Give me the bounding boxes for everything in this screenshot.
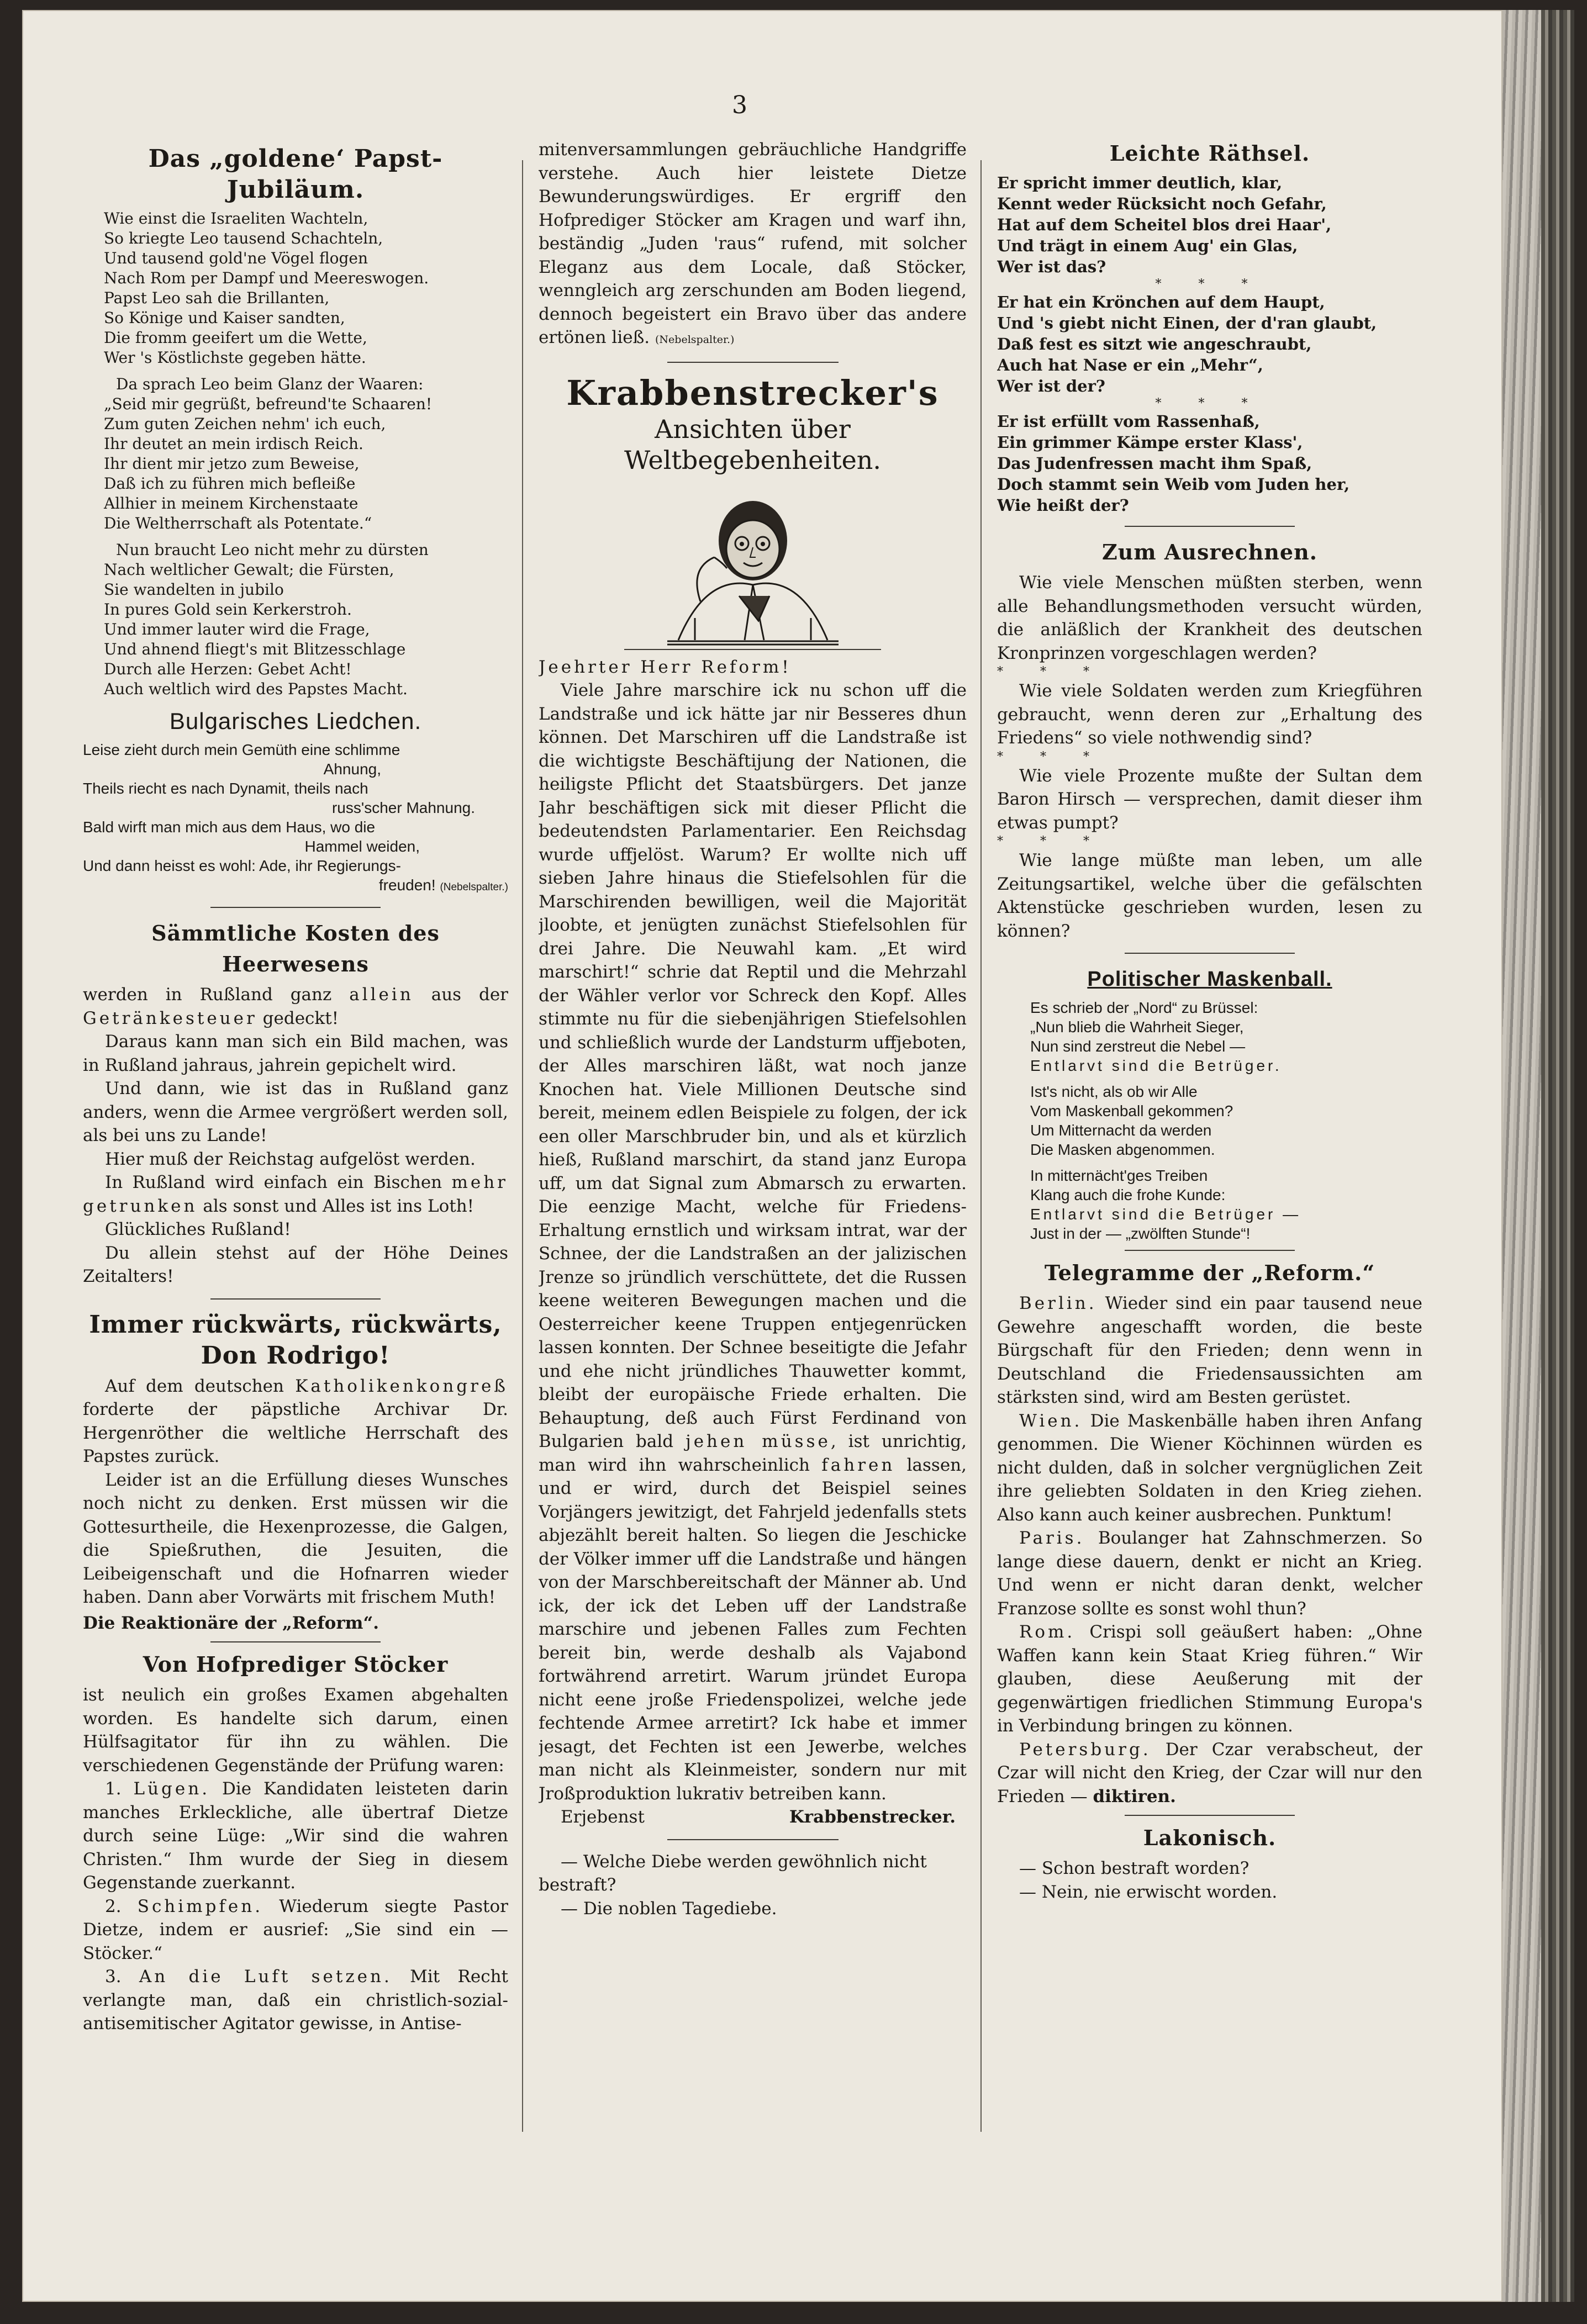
verse-line: Zum guten Zeichen nehm' ich euch, xyxy=(104,415,386,433)
text: diktiren. xyxy=(1093,1786,1176,1807)
separator xyxy=(1125,1815,1295,1816)
verse-line: Die Masken abgenommen. xyxy=(1030,1141,1215,1158)
paragraph: ist neulich ein großes Examen abgehalten worden. Es handelte sich darum, einen Hülfsagitator für ihn zu wählen. Die verschiedenen Gegenstände der Prüfung waren: xyxy=(83,1685,508,1776)
verse-line: Nach Rom per Dampf und Meereswogen. xyxy=(104,269,429,287)
text: Mit Recht verlangte man, daß ein christlich-sozial-antisemitischer Agitator gewisse, in Antise- xyxy=(83,1967,508,2034)
text: Die Maskenbälle haben ihren Anfang genommen. Die Wiener Köchinnen würden es nicht dulden, daß in solcher vergnüglichen Zeit ihre geliebten Soldaten in den Krieg ziehen. Also kann auch keiner ausbrechen. Punktum! xyxy=(997,1411,1422,1525)
lakonisch-title: Lakonisch. xyxy=(1143,1825,1277,1850)
verse-stanza xyxy=(1030,1082,1422,1159)
verse-line: Und dann heisst es wohl: Ade, ihr Regierungs- xyxy=(83,857,401,874)
papst-stanza xyxy=(83,209,508,368)
column-left xyxy=(83,138,508,2137)
text: Wieder sind ein paar tausend neue Gewehre angeschafft worden, die beste Bürgschaft für den Frieden; denn wenn in Deutschland die Friedensaussichten am stärksten sind, wird am Besten gerüstet. xyxy=(997,1293,1422,1407)
masken-verse xyxy=(997,998,1422,1243)
paragraph: Wie viele Menschen müßten sterben, wenn alle Behandlungsmethoden versucht würden, die anläßlich der Krankheit des deutschen Kronprinzen vorgeschlagen werden? xyxy=(997,573,1422,663)
text: Auf dem deutschen xyxy=(105,1376,284,1396)
verse-line: Die Weltherrschaft als Potentate.“ xyxy=(104,514,372,532)
closing: Erjebenst xyxy=(561,1807,645,1827)
riddle-line: Hat auf dem Scheitel blos drei Haar', xyxy=(997,215,1332,234)
verse-line: Und tausend gold'ne Vögel flogen xyxy=(104,249,368,267)
signature: Krabbenstrecker. xyxy=(789,1807,956,1827)
column-rule xyxy=(980,160,982,2132)
verse-line: In pures Gold sein Kerkerstroh. xyxy=(104,600,352,619)
riddle-line: Und trägt in einem Aug' ein Glas, xyxy=(997,236,1298,255)
text: lassen, und er wird, durch det Beispiel seines Vorjängers jewitzigt, det Fahrjeld jedenfalls stets abjezählt bereit halten. So liegen die Jeschicke der Völker immer uff die Landstraße und hängen von der Marschbereitschaft der Männer ab. Und ick, der ick det Leben uff der Landstraße marschire und jebenen Falles zum Fechten bereit bin, werde deshalb als Vajabond fortwährend arretirt. Warum jründet Europa nicht eene jroße Friedenspolizei, welche jede fechtende Armee arretirt? Ick habe et immer jesagt, det Fechten ist een Jewerbe, welches man nicht als Kleinmeister, sondern nur mit Jroßproduktion lukrativ betreiben kann. xyxy=(539,1455,967,1804)
verse-line: Bald wirft man mich aus dem Haus, wo die xyxy=(83,818,376,836)
verse-line: Just in der — „zwölften Stunde“! xyxy=(1030,1225,1251,1242)
text: 3. xyxy=(105,1967,122,1987)
verse-line: Da sprach Leo beim Glanz der Waaren: xyxy=(116,375,424,393)
verse-line: Ihr deutet an mein irdisch Reich. xyxy=(104,435,363,453)
riddle-1 xyxy=(997,172,1422,277)
verse-line: So Könige und Kaiser sandten, xyxy=(104,309,345,327)
riddle-line: Das Judenfressen macht ihm Spaß, xyxy=(997,454,1312,473)
paragraph: Glückliches Rußland! xyxy=(105,1219,291,1239)
paragraph: Wie viele Soldaten werden zum Kriegführen gebraucht, wenn deren zur „Erhaltung des Friedens“ so viele nothwendig sind? xyxy=(997,681,1422,748)
verse-line: russ'scher Mahnung. xyxy=(331,799,475,816)
column-rule xyxy=(522,160,523,2132)
asterism: * * * xyxy=(1155,277,1264,291)
cartoon-illustration xyxy=(662,480,844,646)
separator xyxy=(210,1641,381,1642)
verse-line: Hammel weiden, xyxy=(304,838,420,855)
verse-line: Leise zieht durch mein Gemüth eine schlimme xyxy=(83,741,400,758)
text: Getränkesteuer xyxy=(83,1008,257,1028)
verse-line: Auch weltlich wird des Papstes Macht. xyxy=(104,680,408,698)
joke-answer: — Die noblen Tagediebe. xyxy=(561,1898,777,1919)
krabben-subtitle: Ansichten über Weltbegebenheiten. xyxy=(624,414,882,475)
text: Boulanger hat Zahnschmerzen. So lange diese dauern, denkt er nicht an Krieg. Und wenn er nicht daran denkt, welcher Franzose sollte es sonst wohl thun? xyxy=(997,1528,1422,1619)
paragraph: mitenversammlungen gebräuchliche Handgriffe verstehe. Auch hier leistete Dietze Bewunderungswürdiges. Er ergriff den Hofprediger Stöcker am Kragen und warf ihn, beständig „Juden 'raus“ rufend, mit solcher Eleganz aus dem Locale, daß Stöcker, wenngleich arg zerschunden am Boden liegend, dennoch begeistert ein Bravo über das andere ertönen ließ. xyxy=(539,140,967,347)
separator xyxy=(210,907,381,908)
papst-stanza xyxy=(83,374,508,534)
signature: Die Reaktionäre der „Reform“. xyxy=(83,1613,379,1633)
asterism: * * * xyxy=(1155,397,1264,410)
asterism: * * * xyxy=(997,665,1106,679)
source-note: (Nebelspalter.) xyxy=(655,334,735,346)
dateline: Rom. xyxy=(1019,1622,1075,1642)
verse-line: Theils riecht es nach Dynamit, theils nach xyxy=(83,780,368,797)
verse-stanza xyxy=(1030,1166,1422,1243)
krabben-masthead: Krabbenstrecker's xyxy=(566,372,939,413)
paragraph: Und dann, wie ist das in Rußland ganz anders, wenn die Armee vergrößert werden soll, als bei uns zu Lande! xyxy=(83,1079,508,1145)
book-binding xyxy=(1541,10,1574,2302)
separator xyxy=(667,362,839,363)
riddle-line: Er spricht immer deutlich, klar, xyxy=(997,173,1283,192)
text: Lügen. xyxy=(133,1779,210,1799)
rodrigo-article xyxy=(83,1375,508,1635)
telegramme-article xyxy=(997,1292,1422,1808)
separator xyxy=(667,1839,839,1840)
verse-line: Und ahnend fliegt's mit Blitzesschlage xyxy=(104,640,406,658)
text: , ist unrichtig, man wird ihn wahrscheinlich xyxy=(539,1432,967,1475)
heer-title: Sämmtliche Kosten des Heerwesens xyxy=(151,921,440,976)
verse-line: Durch alle Herzen: Gebet Acht! xyxy=(104,660,352,678)
text: 1. xyxy=(105,1779,122,1799)
verse-line: Ihr dient mir jetzo zum Beweise, xyxy=(104,455,360,473)
paragraph: Hier muß der Reichstag aufgelöst werden. xyxy=(105,1149,476,1169)
riddle-line: Er ist erfüllt vom Rassenhaß, xyxy=(997,412,1260,431)
verse-line: Sie wandelten in jubilo xyxy=(104,580,284,599)
rodrigo-title: Immer rückwärts, rückwärts, xyxy=(89,1310,502,1339)
verse-line: Nun sind zerstreut die Nebel — xyxy=(1030,1038,1246,1055)
verse-stanza xyxy=(1030,998,1422,1075)
verse-line: Nach weltlicher Gewalt; die Fürsten, xyxy=(104,561,394,579)
dateline: Berlin. xyxy=(1019,1293,1097,1313)
separator xyxy=(624,649,881,650)
riddle-line: Ein grimmer Kämpe erster Klass', xyxy=(997,433,1303,452)
stoecker-title: Von Hofprediger Stöcker xyxy=(143,1652,449,1677)
verse-line: In mitternächt'ges Treiben xyxy=(1030,1167,1208,1184)
text: forderte der päpstliche Archivar Dr. Hergenröther die weltliche Herrschaft des Papstes zurück. xyxy=(83,1399,508,1466)
asterism: * * * xyxy=(997,749,1106,764)
text: Crispi soll geäußert haben: „Ohne Waffen kann kein Staat Krieg führen.“ Wir glauben, diese Aeußerung mit der gegenwärtigen friedlichen Stimmung Europa's in Verbindung bringen zu können. xyxy=(997,1622,1422,1736)
joke-answer: — Nein, nie erwischt worden. xyxy=(1019,1882,1278,1902)
text: als sonst und Alles ist ins Loth! xyxy=(203,1196,474,1216)
verse-line: „Seid mir gegrüßt, befreund'te Schaaren! xyxy=(104,395,433,413)
text: In Rußland wird einfach ein Bischen xyxy=(105,1172,442,1192)
text: allein xyxy=(349,985,414,1005)
riddle-line: Wer ist der? xyxy=(997,377,1105,395)
verse-line: Die fromm geeifert um die Wette, xyxy=(104,329,367,347)
riddle-line: Wer ist das? xyxy=(997,257,1106,276)
text: werden in Rußland ganz xyxy=(83,985,332,1005)
joke-question: — Schon bestraft worden? xyxy=(1019,1858,1249,1878)
paragraph: Viele Jahre marschire ick nu schon uff die Landstraße und ick hätte jar nir Besseres dhun können. Det Marschiren uff die Landstraße ist die wichtigste Beschäftijung der Nationen, die heiligste Pflicht det Staatsbürgers. Det janze Jahr beschäftigen sick mit dieser Pflicht die bedeutendsten Parlamentarier. Een Reichsdag wurde uffjelöst. Warum? Er wollte nich uff sieben Jahre hinaus die Stiefelsohlen für die Marschirenden bewilligen, weil die Majorität jloobte, et jenügten zunächst Stiefelsohlen für drei Jahre. Die Neuwahl kam. „Et wird marschirt!“ schrie dat Reptil und die Mehrzahl der Wähler verlor vor Schreck den Kopf. Alles stimmte nu für die siebenjährigen Stiefelsohlen und schließlich wurde der Landsturm uffjeboten, der Alles marschiren läßt, wat noch janze Knochen hat. Viele Millionen Deutsche sind bereit, meinem edlen Beispiele zu folgen, der ick een oller Marschbruder bin, und als et kürzlich hieß, Rußland marschirt, da stand janz Europa uff, um dat Signal zum Abmarsch zu erwarten. Die eenzige Macht, welche für Friedens-Erhaltung ernstlich und wirksam intrat, war der Schnee, der die Landstraßen an der jalizischen Jrenze so jründlich verschüttete, det die Russen keene weiteren Bewegungen machen und die Oesterreicher keene Truppen entjegenrücken lassen konnten. Der Schnee beseitigte die Jefahr und ehe nicht jründliches Thauwetter kommt, bleibt der europäische Friede erhalten. Die Behauptung, deß auch Fürst Ferdinand von Bulgarien bald xyxy=(539,680,967,1451)
riddle-line: Er hat ein Krönchen auf dem Haupt, xyxy=(997,293,1325,311)
text: aus der xyxy=(431,985,508,1005)
bulgar-title: Bulgarisches Liedchen. xyxy=(169,708,422,734)
paragraph: Du allein stehst auf der Höhe Deines Zeitalters! xyxy=(83,1243,508,1286)
verse-line: Entlarvt sind die Betrüger — xyxy=(1030,1206,1301,1223)
dateline: Paris. xyxy=(1019,1528,1085,1548)
text: Katholikenkongreß xyxy=(295,1376,508,1396)
text: jehen müsse xyxy=(686,1432,831,1451)
stoecker-continuation xyxy=(539,138,967,352)
verse-line: Ahnung, xyxy=(323,760,381,778)
verse-line: Wie einst die Israeliten Wachteln, xyxy=(104,209,368,228)
verse-line xyxy=(83,875,508,897)
verse-line: Klang auch die frohe Kunde: xyxy=(1030,1186,1226,1203)
text: An die Luft setzen. xyxy=(139,1967,392,1987)
verse-line: Und immer lauter wird die Frage, xyxy=(104,620,370,638)
paragraph: Wie lange müßte man leben, um alle Zeitungsartikel, welche über die gefälschten Aktenstücke geschrieben wurden, lesen zu können? xyxy=(997,851,1422,941)
verse-line: Es schrieb der „Nord“ zu Brüssel: xyxy=(1030,999,1258,1016)
text: mehr getrunken xyxy=(83,1172,508,1216)
text: 2. xyxy=(105,1896,122,1916)
verse-line: Ist's nicht, als ob wir Alle xyxy=(1030,1083,1198,1100)
verse-line: Daß ich zu führen mich befleiße xyxy=(104,474,356,493)
verse-line: Nun braucht Leo nicht mehr zu dürsten xyxy=(116,541,429,559)
riddle-line: Und 's giebt nicht Einen, der d'ran glaubt, xyxy=(997,314,1377,332)
raethsel-title: Leichte Räthsel. xyxy=(1109,141,1310,166)
text: fahren xyxy=(821,1455,895,1475)
paragraph: Wie viele Prozente mußte der Sultan dem Baron Hirsch — versprechen, damit dieser ihm etwas pumpt? xyxy=(997,765,1422,833)
separator xyxy=(1125,1250,1295,1251)
heer-article xyxy=(83,983,508,1288)
telegramme-title: Telegramme der „Reform.“ xyxy=(1044,1260,1375,1285)
column-middle xyxy=(539,138,967,2137)
riddle-line: Wie heißt der? xyxy=(997,496,1129,515)
text: gedeckt! xyxy=(262,1008,339,1028)
verse-line-text: freuden! xyxy=(378,876,436,894)
separator xyxy=(1125,526,1295,527)
source-note: (Nebelspalter.) xyxy=(440,881,508,893)
column-right xyxy=(997,138,1422,2137)
salutation: Jeehrter Herr Reform! xyxy=(539,657,792,677)
krabben-letter xyxy=(539,656,967,1829)
asterism: * * * xyxy=(997,834,1106,848)
verse-line: Wer 's Köstlichste gegeben hätte. xyxy=(104,348,366,367)
riddle-2 xyxy=(997,292,1422,397)
verse-line: Um Mitternacht da werden xyxy=(1030,1122,1212,1139)
verse-line: Papst Leo sah die Brillanten, xyxy=(104,289,330,307)
dateline: Petersburg. xyxy=(1019,1739,1151,1760)
text: Schimpfen. xyxy=(137,1896,263,1916)
verse-line: Allhier in meinem Kirchenstaate xyxy=(104,494,358,513)
paragraph: Leider ist an die Erfüllung dieses Wunsches noch nicht zu denken. Erst müssen wir die Gottesurtheile, die Hexenprozesse, die Galgen, die Spießruthen, die Jesuiten, die Leibeigenschaft und die Hofnarren wieder haben. Dann aber Vorwärts mit frischem Muth! xyxy=(83,1470,508,1607)
riddle-line: Daß fest es sitzt wie angeschraubt, xyxy=(997,335,1312,353)
text: Der Czar verabscheut, der Czar will nicht den Krieg, der Czar will nur den Frieden — xyxy=(997,1739,1422,1807)
papst-stanza xyxy=(83,540,508,699)
riddle-line: Doch stammt sein Weib vom Juden her, xyxy=(997,475,1350,494)
paragraph: Daraus kann man sich ein Bild machen, was in Rußland jahraus, jahrein gepichelt wird. xyxy=(83,1032,508,1075)
verse-line: Entlarvt sind die Betrüger. xyxy=(1030,1057,1282,1074)
bulgar-verse xyxy=(83,740,508,897)
masken-title: Politischer Maskenball. xyxy=(1087,968,1332,991)
papst-title: Das „goldene‘ Papst-Jubiläum. xyxy=(148,145,443,204)
rodrigo-title-2: Don Rodrigo! xyxy=(201,1341,391,1370)
stoecker-article xyxy=(83,1683,508,2036)
page-number: 3 xyxy=(732,91,747,119)
riddle-3 xyxy=(997,411,1422,516)
text: Die Kandidaten leisteten darin manches Erkleckliche, alle übertraf Dietze durch seine Lüge: „Wir sind die wahren Christen.“ Ihm wurde der Sieg in diesem Gegenstande zuerkannt. xyxy=(83,1779,508,1893)
ausrechnen-article xyxy=(997,571,1422,943)
joke-question: — Welche Diebe werden gewöhnlich nicht bestraft? xyxy=(539,1851,927,1895)
text: Wiederum siegte Pastor Dietze, indem er ausrief: „Sie sind ein — Stöcker.“ xyxy=(83,1896,508,1963)
dateline: Wien. xyxy=(1019,1411,1083,1431)
riddle-line: Auch hat Nase er ein „Mehr“, xyxy=(997,356,1263,374)
ausrechnen-title: Zum Ausrechnen. xyxy=(1102,540,1317,564)
page-edge xyxy=(1502,10,1541,2302)
verse-line: Vom Maskenball gekommen? xyxy=(1030,1102,1233,1119)
separator xyxy=(1125,953,1295,954)
riddle-line: Kennt weder Rücksicht noch Gefahr, xyxy=(997,194,1327,213)
verse-line: So kriegte Leo tausend Schachteln, xyxy=(104,229,383,247)
separator xyxy=(210,1298,381,1300)
verse-line: „Nun blieb die Wahrheit Sieger, xyxy=(1030,1018,1244,1036)
